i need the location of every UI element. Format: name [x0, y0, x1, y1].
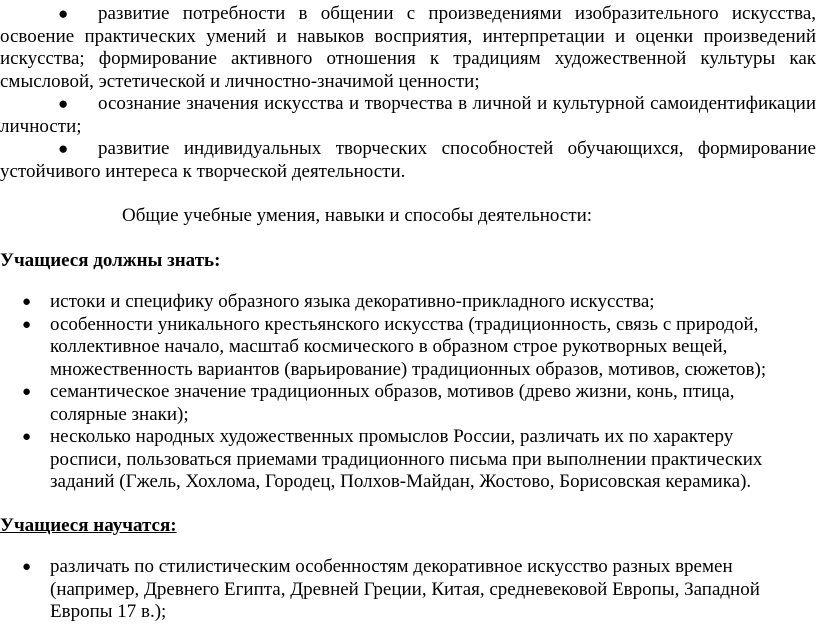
- subtitle: Общие учебные умения, навыки и способы деятельности:: [122, 205, 593, 226]
- intro-bullet-text: развитие индивидуальных творческих способностей обучающихся, формирование устойчивого интереса к творческой деятельности.: [0, 138, 816, 182]
- bullet-icon: ●: [58, 4, 69, 23]
- list-item: [0, 556, 816, 624]
- intro-bullet-item: [0, 138, 816, 183]
- list-item-text: семантическое значение традиционных образов, мотивов (древо жизни, конь, птица, солярные знаки);: [50, 381, 735, 425]
- list-item-text: различать по стилистическим особенностям декоративное искусство разных времен (например, Древнего Египта, Древней Греции, Китая, средневековой Европы, Западной Европы 17 в.);: [50, 556, 760, 622]
- bullet-icon: ●: [22, 294, 32, 310]
- bullet-icon: ●: [22, 559, 32, 575]
- bullet-icon: ●: [58, 94, 69, 113]
- know-list: [0, 291, 816, 494]
- bullet-icon: ●: [58, 139, 69, 158]
- list-item: [0, 314, 816, 382]
- section-heading-learn: Учащиеся научатся:: [0, 515, 177, 536]
- intro-bullet-item: [0, 3, 816, 93]
- bullet-icon: ●: [22, 429, 32, 445]
- list-item: [0, 291, 816, 314]
- list-item-text: несколько народных художественных промыслов России, различать их по характеру росписи, пользоваться приемами традиционного письма при выполнении практических заданий (Гжель, Хохлома, Городец, Полхов-Майдан, Жостово, Борисовская керамика).: [50, 426, 763, 492]
- list-item-text: истоки и специфику образного языка декоративно-прикладного искусства;: [50, 291, 655, 312]
- list-item-text: особенности уникального крестьянского искусства (традиционность, связь с природой, коллективное начало, масштаб космического в образном строе рукотворных вещей, множественность вариантов (варьирование) традиционных образов, мотивов, сюжетов);: [50, 313, 767, 380]
- section-heading-know: Учащиеся должны знать:: [0, 250, 221, 271]
- bullet-icon: ●: [22, 384, 32, 400]
- intro-bullet-item: [0, 93, 816, 138]
- intro-bullet-text: развитие потребности в общении с произведениями изобразительного искусства, освоение практических умений и навыков восприятия, интерпретации и оценки произведений искусства; формирование активного отношения к традициям художественной культуры как смысловой, эстетической и личностно-значимой ценности;: [0, 3, 816, 92]
- intro-bullet-text: осознание значения искусства и творчества в личной и культурной самоидентификации личности;: [0, 93, 816, 137]
- bullet-icon: ●: [22, 316, 32, 333]
- list-item: [0, 426, 816, 494]
- list-item: [0, 381, 816, 426]
- intro-bullet-list: [0, 3, 816, 183]
- learn-list: [0, 556, 816, 624]
